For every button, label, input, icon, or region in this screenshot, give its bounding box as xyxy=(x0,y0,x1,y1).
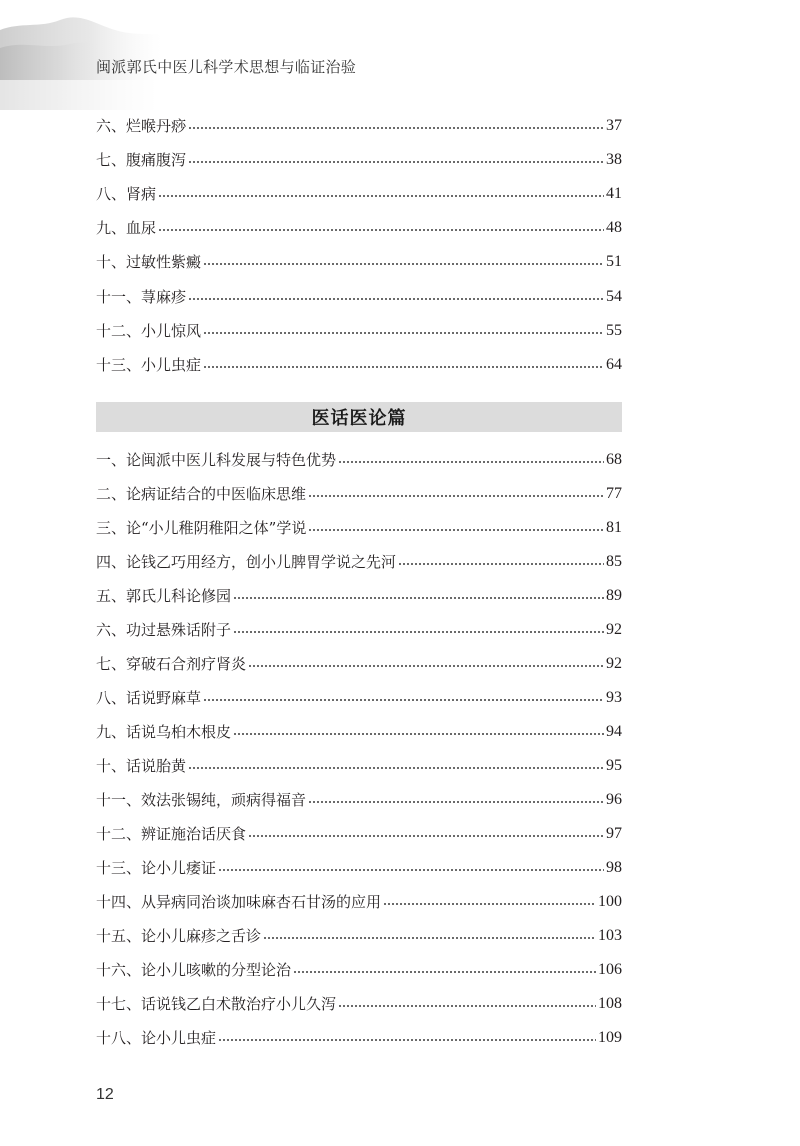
toc-entry xyxy=(96,148,622,172)
dot-leader xyxy=(188,125,604,131)
dot-leader xyxy=(293,969,596,975)
toc-entry-page: 92 xyxy=(606,621,622,638)
toc-entry xyxy=(96,285,622,309)
toc-entry-title: 一、论闽派中医儿科发展与特色优势 xyxy=(96,451,337,469)
dot-leader xyxy=(338,459,604,465)
toc-entry xyxy=(96,250,622,274)
toc-entry-page: 93 xyxy=(606,689,622,706)
dot-leader xyxy=(308,493,604,499)
toc-entry-title: 六、烂喉丹痧 xyxy=(96,117,187,135)
dot-leader xyxy=(158,227,604,233)
toc-entry xyxy=(96,550,622,574)
toc-entry xyxy=(96,890,622,914)
toc-entry-page: 108 xyxy=(598,995,622,1012)
toc-entry xyxy=(96,856,622,880)
toc-entry xyxy=(96,353,622,377)
toc-entry-title: 七、腹痛腹泻 xyxy=(96,151,187,170)
toc-entry-page: 106 xyxy=(598,961,622,978)
toc-entry xyxy=(96,618,622,642)
dot-leader xyxy=(308,799,604,805)
toc-entry xyxy=(96,1026,622,1050)
toc-entry-title: 十一、荨麻疹 xyxy=(96,287,187,306)
toc-entry-page: 77 xyxy=(606,485,622,502)
toc-entry-page: 54 xyxy=(606,287,622,305)
toc-entry-title: 十、过敏性紫癜 xyxy=(96,253,202,272)
toc-entry-page: 37 xyxy=(606,117,622,134)
toc-entry-page: 51 xyxy=(606,253,622,271)
toc-entry-page: 103 xyxy=(598,927,622,944)
toc-entry-page: 109 xyxy=(598,1029,622,1046)
toc-entry xyxy=(96,754,622,778)
running-header: 闽派郭氏中医儿科学术思想与临证治验 xyxy=(96,58,357,76)
toc-entry-title: 十二、小儿惊风 xyxy=(96,321,202,340)
dot-leader xyxy=(383,901,596,907)
dot-leader xyxy=(248,663,604,669)
toc-entry-title: 九、话说乌桕木根皮 xyxy=(96,723,232,741)
toc-entry-page: 41 xyxy=(606,185,622,203)
toc-entry xyxy=(96,652,622,676)
dot-leader xyxy=(338,1003,596,1009)
dot-leader xyxy=(248,833,604,839)
page-number: 12 xyxy=(96,1086,114,1103)
dot-leader xyxy=(308,527,604,533)
dot-leader xyxy=(188,159,604,165)
dot-leader xyxy=(188,296,604,302)
toc-entry-title: 十四、从异病同治谈加味麻杏石甘汤的应用 xyxy=(96,893,382,911)
toc-entry xyxy=(96,924,622,948)
toc-entry-title: 十七、话说钱乙白术散治疗小儿久泻 xyxy=(96,995,337,1013)
toc-entry-title: 六、功过悬殊话附子 xyxy=(96,621,232,639)
section-banner xyxy=(96,402,622,432)
toc-entry-page: 95 xyxy=(606,757,622,774)
mountain-header-decoration xyxy=(0,0,800,110)
toc-entry xyxy=(96,788,622,812)
toc-entry xyxy=(96,448,622,472)
toc-entry-title: 四、论钱乙巧用经方，创小儿脾胃学说之先河 xyxy=(96,553,397,571)
toc-entry-page: 55 xyxy=(606,321,622,339)
dot-leader xyxy=(398,561,604,567)
toc-entry-title: 十六、论小儿咳嗽的分型论治 xyxy=(96,961,292,979)
toc-entry-page: 94 xyxy=(606,723,622,740)
toc-entry xyxy=(96,516,622,540)
toc-entry-title: 三、论“小儿稚阴稚阳之体”学说 xyxy=(96,519,307,537)
toc-entry-page: 64 xyxy=(606,355,622,373)
dot-leader xyxy=(233,731,604,737)
toc-entry-title: 十三、小儿虫症 xyxy=(96,355,202,374)
toc-entry xyxy=(96,114,622,138)
toc-entry-page: 100 xyxy=(598,893,622,910)
toc-entry-page: 38 xyxy=(606,151,622,169)
toc-entry xyxy=(96,686,622,710)
toc-entry xyxy=(96,720,622,744)
toc-entry-page: 96 xyxy=(606,791,622,808)
toc-entry-page: 98 xyxy=(606,859,622,876)
toc-entry-title: 九、血尿 xyxy=(96,219,157,238)
dot-leader xyxy=(233,629,604,635)
dot-leader xyxy=(203,364,604,370)
toc-entry-page: 89 xyxy=(606,587,622,604)
toc-entry-title: 十一、效法张锡纯，顽病得福音 xyxy=(96,791,307,809)
toc-entry-page: 81 xyxy=(606,519,622,536)
toc-entry xyxy=(96,182,622,206)
dot-leader xyxy=(233,595,604,601)
toc-entry xyxy=(96,958,622,982)
dot-leader xyxy=(203,261,604,267)
toc-entry xyxy=(96,584,622,608)
dot-leader xyxy=(218,1037,596,1043)
toc-entry-page: 85 xyxy=(606,553,622,570)
section-title: 医话医论篇 xyxy=(311,408,407,429)
toc-entry xyxy=(96,319,622,343)
toc-entry-page: 48 xyxy=(606,219,622,237)
toc-entry-page: 97 xyxy=(606,825,622,842)
dot-leader xyxy=(203,330,604,336)
toc-entry-title: 八、肾病 xyxy=(96,185,157,204)
dot-leader xyxy=(218,867,604,873)
toc-entry-page: 92 xyxy=(606,655,622,672)
dot-leader xyxy=(263,935,596,941)
toc-entry-title: 七、穿破石合剂疗肾炎 xyxy=(96,655,247,673)
toc-entry-title: 二、论病证结合的中医临床思维 xyxy=(96,485,307,503)
toc-entry-title: 十五、论小儿麻疹之舌诊 xyxy=(96,927,262,945)
toc-entry-title: 十二、辨证施治话厌食 xyxy=(96,825,247,843)
toc-entry xyxy=(96,482,622,506)
dot-leader xyxy=(188,765,604,771)
toc-entry-page: 68 xyxy=(606,451,622,468)
toc-entry-title: 八、话说野麻草 xyxy=(96,689,202,707)
dot-leader xyxy=(203,697,604,703)
toc-entry xyxy=(96,216,622,240)
toc-entry xyxy=(96,992,622,1016)
toc-entry-title: 十三、论小儿痿证 xyxy=(96,859,217,877)
toc-entry-title: 五、郭氏儿科论修园 xyxy=(96,587,232,605)
toc-entry-title: 十八、论小儿虫症 xyxy=(96,1029,217,1047)
dot-leader xyxy=(158,193,604,199)
toc-entry-title: 十、话说胎黄 xyxy=(96,757,187,775)
toc-entry xyxy=(96,822,622,846)
